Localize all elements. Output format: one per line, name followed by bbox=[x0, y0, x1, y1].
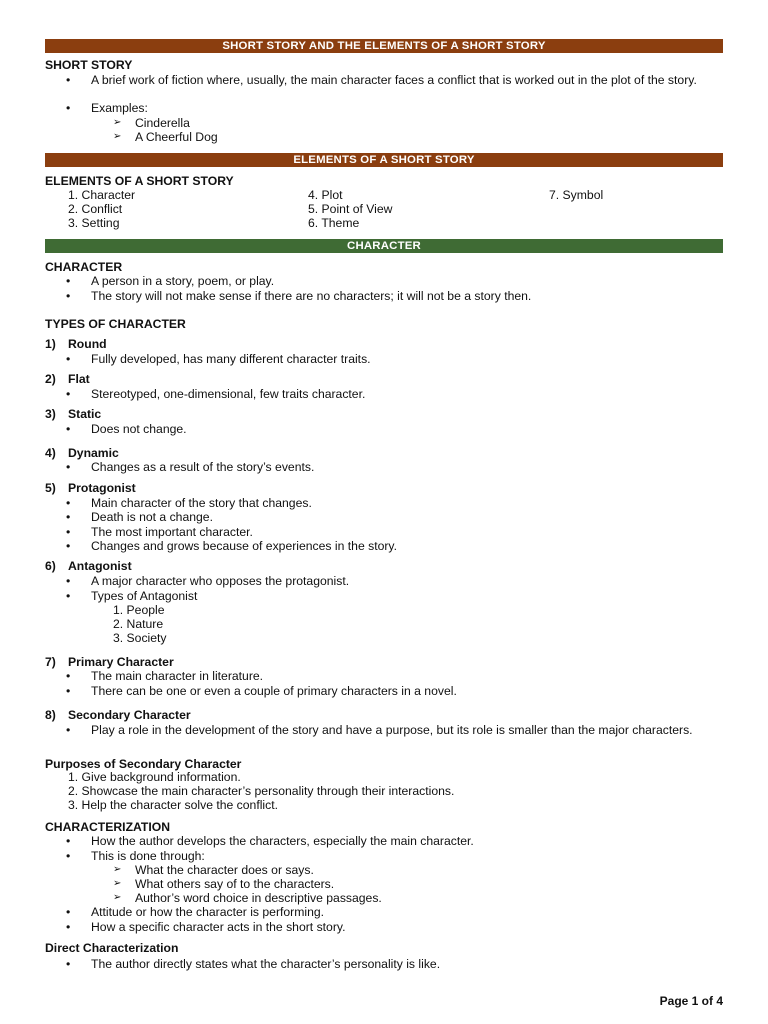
purposes-heading: Purposes of Secondary Character bbox=[45, 757, 242, 771]
sub-item-text: What the character does or says. bbox=[135, 863, 314, 877]
section-banner-character: CHARACTER bbox=[45, 239, 723, 253]
element-item: 1. Character bbox=[68, 188, 136, 202]
section-banner-short-story: SHORT STORY AND THE ELEMENTS OF A SHORT STORY bbox=[45, 39, 723, 53]
type-number: 3) bbox=[45, 407, 56, 421]
list-item-text: The most important character. bbox=[91, 525, 253, 539]
list-item-text: Changes and grows because of experiences in the story. bbox=[91, 539, 397, 553]
type-number: 7) bbox=[45, 655, 56, 669]
type-number: 6) bbox=[45, 559, 56, 573]
short-story-heading: SHORT STORY bbox=[45, 58, 133, 72]
list-item-text: Fully developed, has many different character traits. bbox=[91, 352, 371, 366]
examples-label: Examples: bbox=[91, 101, 148, 115]
list-item-text: The main character in literature. bbox=[91, 669, 264, 683]
list-item-text: Attitude or how the character is performing. bbox=[91, 905, 325, 919]
purpose-item: 1. Give background information. bbox=[68, 770, 241, 784]
element-item: 6. Theme bbox=[308, 216, 360, 230]
element-item: 5. Point of View bbox=[308, 202, 393, 216]
example-text: A Cheerful Dog bbox=[135, 130, 218, 144]
list-item-text: How a specific character acts in the short story. bbox=[91, 920, 346, 934]
purpose-item: 2. Showcase the main character’s personality through their interactions. bbox=[68, 784, 455, 798]
list-item-text: A major character who opposes the protagonist. bbox=[91, 574, 350, 588]
list-item-text: The author directly states what the character’s personality is like. bbox=[91, 957, 441, 971]
list-item-text: This is done through: bbox=[91, 849, 205, 863]
purpose-item: 3. Help the character solve the conflict. bbox=[68, 798, 279, 812]
type-title: Flat bbox=[68, 372, 90, 386]
type-title: Secondary Character bbox=[68, 708, 191, 722]
list-item bbox=[66, 723, 698, 737]
antagonist-type: 1. People bbox=[113, 603, 165, 617]
character-heading: CHARACTER bbox=[45, 260, 123, 274]
type-number: 2) bbox=[45, 372, 56, 386]
types-heading: TYPES OF CHARACTER bbox=[45, 317, 186, 331]
sub-item-text: Author’s word choice in descriptive passages. bbox=[135, 891, 382, 905]
element-item: 2. Conflict bbox=[68, 202, 123, 216]
list-item-text: The story will not make sense if there are no characters; it will not be a story then. bbox=[91, 289, 532, 303]
list-item-text: There can be one or even a couple of primary characters in a novel. bbox=[91, 684, 457, 698]
type-title: Static bbox=[68, 407, 102, 421]
type-title: Dynamic bbox=[68, 446, 119, 460]
type-number: 4) bbox=[45, 446, 56, 460]
type-number: 8) bbox=[45, 708, 56, 722]
list-item-text: Does not change. bbox=[91, 422, 187, 436]
list-item-text: Stereotyped, one-dimensional, few traits character. bbox=[91, 387, 366, 401]
section-banner-elements: ELEMENTS OF A SHORT STORY bbox=[45, 153, 723, 167]
elements-heading: ELEMENTS OF A SHORT STORY bbox=[45, 174, 234, 188]
list-item-text: • Play a role in the development of the story and have a purpose, but its role is smaller than the major characters. bbox=[91, 723, 693, 737]
element-item: 3. Setting bbox=[68, 216, 120, 230]
type-number: 1) bbox=[45, 337, 56, 351]
antagonist-type: 3. Society bbox=[113, 631, 167, 645]
short-story-definition-text: • A brief work of fiction where, usually, the main character faces a conflict that is worked out in the plot of the story. bbox=[91, 73, 697, 87]
list-item-text: Types of Antagonist bbox=[91, 589, 198, 603]
list-item-text: Changes as a result of the story’s events. bbox=[91, 460, 315, 474]
list-item-text: How the author develops the characters, especially the main character. bbox=[91, 834, 474, 848]
characterization-heading: CHARACTERIZATION bbox=[45, 820, 171, 834]
type-title: Primary Character bbox=[68, 655, 174, 669]
direct-heading: Direct Characterization bbox=[45, 941, 179, 955]
type-title: Protagonist bbox=[68, 481, 136, 495]
example-text: Cinderella bbox=[135, 116, 190, 130]
type-number: 5) bbox=[45, 481, 56, 495]
page-number: Page 1 of 4 bbox=[659, 994, 723, 1008]
antagonist-type: 2. Nature bbox=[113, 617, 164, 631]
list-item-text: A person in a story, poem, or play. bbox=[91, 274, 275, 288]
type-title: Antagonist bbox=[68, 559, 132, 573]
sub-item-text: What others say of to the characters. bbox=[135, 877, 335, 891]
type-title: Round bbox=[68, 337, 107, 351]
element-item: 7. Symbol bbox=[549, 188, 604, 202]
element-item: 4. Plot bbox=[308, 188, 343, 202]
short-story-definition bbox=[66, 73, 723, 87]
list-item-text: Main character of the story that changes. bbox=[91, 496, 312, 510]
list-item-text: Death is not a change. bbox=[91, 510, 213, 524]
